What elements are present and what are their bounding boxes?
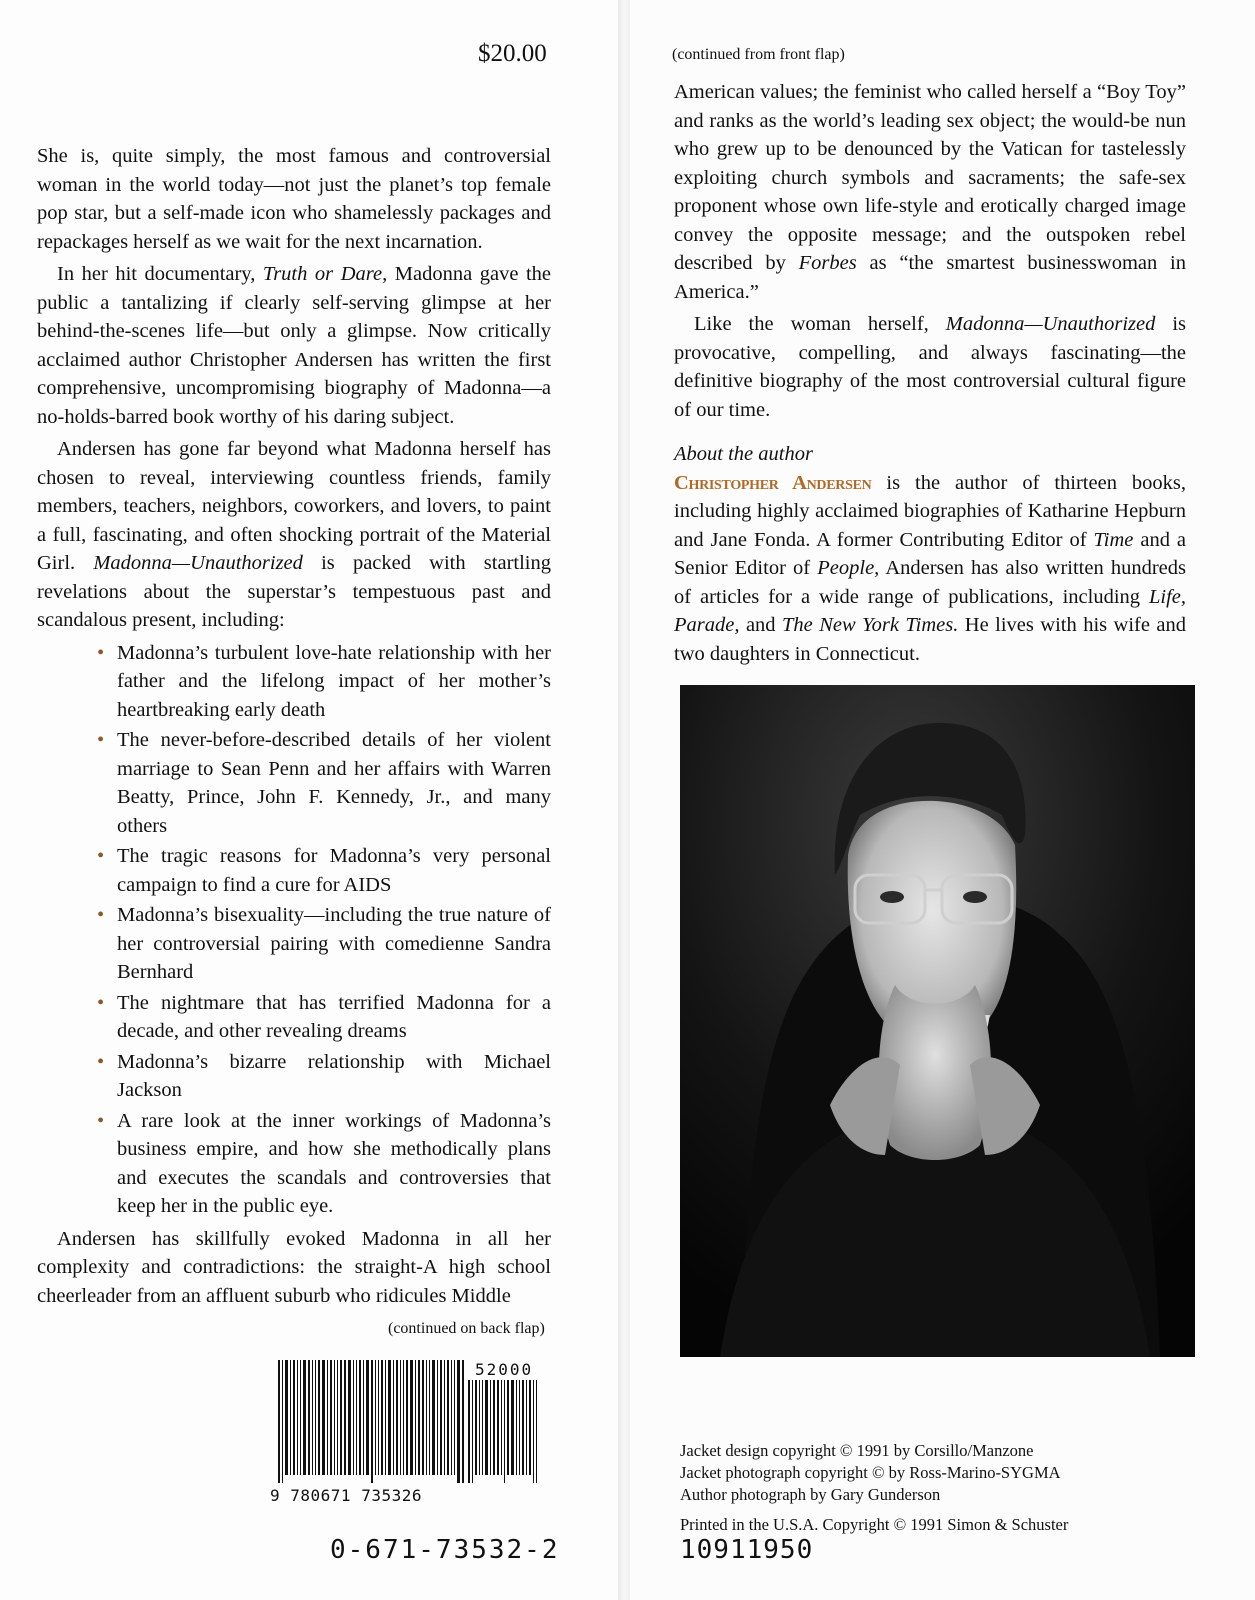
author-bio: Christopher Andersen is the author of thirteen books, including highly acclaimed biographies of Katharine Hepburn and Jane Fonda. A former Contributing Editor of Time and a Senior Editor of People, Andersen has also written hundreds of articles for a wide range of publications, including Life, Parade, and The New York Times. He lives with his wife and two daughters in Connecticut. <box>674 471 1187 665</box>
jacket-credits <box>680 1440 1068 1536</box>
barcode-bar <box>529 1380 531 1475</box>
barcode-bar <box>344 1360 346 1475</box>
barcode-bar <box>482 1380 483 1475</box>
barcode-bar <box>526 1380 527 1475</box>
barcode-bar <box>536 1380 537 1483</box>
barcode-bar <box>315 1360 316 1475</box>
barcode-bar <box>451 1360 452 1475</box>
barcode-bar <box>472 1380 473 1483</box>
film-title: Truth or Dare, <box>262 263 388 285</box>
barcode-bar <box>366 1360 369 1475</box>
barcode-bar <box>415 1360 416 1475</box>
barcode-bar <box>493 1380 495 1475</box>
documentary-paragraph: In her hit documentary, Truth or Dare, Madonna gave the public a tantalizing if clearly self-serving glimpse at her behind-the-scenes life—but only a glimpse. Now critically acclaimed author Christopher Andersen has written the first comprehensive, uncompromising biography of Madonna—a no-holds-barred book worthy of his daring subject. <box>37 263 552 428</box>
barcode-addon-number: 52000 <box>475 1360 534 1379</box>
barcode-bar <box>282 1360 283 1483</box>
barcode-bar <box>429 1360 430 1475</box>
barcode-bar <box>348 1360 351 1475</box>
barcode-bar <box>511 1380 514 1475</box>
barcode-bar <box>400 1360 401 1475</box>
front-flap <box>0 0 620 1600</box>
barcode-bar <box>381 1360 383 1475</box>
list-item: • The never-before-described details of her violent marriage to Sean Penn and her affairs with Warren Beatty, Prince, John F. Kennedy, Jr., and many others <box>97 726 551 840</box>
barcode-bar <box>440 1360 442 1475</box>
barcode-bar <box>359 1360 361 1475</box>
barcode-bar <box>340 1360 342 1475</box>
summary-paragraph: Like the woman herself, Madonna—Unauthorized is provocative, compelling, and always fascinating—the definitive biography of the most controversial cultural figure of our time. <box>674 313 1187 421</box>
barcode-bar <box>426 1360 427 1475</box>
barcode-bar <box>278 1360 280 1483</box>
barcode-bars <box>278 1360 466 1483</box>
author-name: Christopher Andersen <box>674 471 872 494</box>
isbn: 0-671-73532-2 <box>330 1535 560 1565</box>
barcode-bar <box>363 1360 364 1475</box>
barcode-bar <box>522 1380 524 1475</box>
barcode-bar <box>444 1360 445 1475</box>
barcode-bar <box>300 1360 301 1475</box>
author-portrait-image <box>680 685 1195 1357</box>
research-paragraph: Andersen has gone far beyond what Madonna herself has chosen to reveal, interviewing countless friends, family members, teachers, neighbors, coworkers, and lovers, to paint a full, fascinating, and often shocking portrait of the Material Girl. Madonna—Unauthorized is packed with startling revelations about the superstar’s tempestuous past and scandalous present, including: <box>37 438 551 631</box>
credit-line: Jacket design copyright © 1991 by Corsillo/Manzone <box>680 1441 1034 1460</box>
continued-note: (continued from front flap) <box>672 46 845 63</box>
list-item: • The tragic reasons for Madonna’s very personal campaign to find a cure for AIDS <box>97 842 551 899</box>
about-heading: About the author <box>674 443 813 465</box>
barcode-bar <box>385 1360 386 1475</box>
barcode-bar <box>475 1380 477 1475</box>
barcode-bar <box>396 1360 398 1475</box>
barcode-bar <box>330 1360 332 1475</box>
book-title: Madonna—Unauthorized <box>93 552 303 574</box>
barcode-bar <box>468 1380 470 1483</box>
barcode-bar <box>437 1360 438 1475</box>
barcode-bar <box>337 1360 338 1475</box>
barcode-bar <box>312 1360 313 1475</box>
credit-line: Author photograph by Gary Gunderson <box>680 1485 941 1504</box>
credit-line: Jacket photograph copyright © by Ross-Marino-SYGMA <box>680 1463 1061 1482</box>
barcode-bar <box>356 1360 357 1475</box>
barcode-bar <box>410 1360 413 1475</box>
barcode-bar <box>318 1360 320 1475</box>
barcode-bar <box>490 1380 491 1475</box>
barcode-bar <box>516 1380 517 1475</box>
values-paragraph: American values; the feminist who called herself a “Boy Toy” and ranks as the world’s leading sex object; the would-be nun who grew up to be denounced by the Vatican for tastelessly exploiting church symbols and sacraments; the safe-sex proponent whose own life-style and erotically charged image convey the opposite message; and the outspoken rebel described by Forbes as “the smartest businesswoman in America.” <box>674 81 1187 303</box>
barcode <box>270 1360 560 1510</box>
barcode-bar <box>375 1360 376 1475</box>
list-item: • A rare look at the inner workings of Madonna’s business empire, and how she methodically plans and executes the scandals and controversies that keep her in the public eye. <box>97 1107 551 1221</box>
barcode-bar <box>454 1360 455 1475</box>
barcode-bar <box>388 1360 391 1475</box>
barcode-bar <box>285 1360 288 1475</box>
author-photo <box>680 685 1195 1357</box>
list-item: • Madonna’s bisexuality—including the true nature of her controversial pairing with comedienne Sandra Bernhard <box>97 901 551 987</box>
barcode-bar <box>485 1380 488 1475</box>
barcode-bar <box>393 1360 394 1475</box>
front-flap-text <box>37 142 551 1314</box>
barcode-bar <box>327 1360 328 1475</box>
barcode-number: 9 780671 735326 <box>270 1486 422 1505</box>
list-item: • Madonna’s turbulent love-hate relationship with her father and the lifelong impact of her mother’s heartbreaking early death <box>97 639 551 725</box>
book-title: Madonna—Unauthorized <box>945 313 1156 335</box>
list-item: • Madonna’s bizarre relationship with Michael Jackson <box>97 1048 551 1105</box>
barcode-bar <box>303 1360 306 1475</box>
revelations-list <box>97 639 551 1221</box>
barcode-bar <box>519 1380 520 1475</box>
print-code: 10911950 <box>680 1535 814 1565</box>
barcode-bar <box>501 1380 502 1475</box>
back-flap-text <box>674 78 1186 672</box>
barcode-bar <box>507 1380 509 1475</box>
barcode-bar <box>403 1360 404 1475</box>
continued-note: (continued on back flap) <box>388 1320 545 1337</box>
barcode-addon-bars <box>468 1380 539 1483</box>
barcode-bar <box>432 1360 435 1475</box>
barcode-bar <box>378 1360 379 1475</box>
barcode-bar <box>308 1360 310 1475</box>
intro-paragraph: She is, quite simply, the most famous and controversial woman in the world today—not just the planet’s top female pop star, but a self-made icon who shamelessly packages and repackages herself as we wait for the next incarnation. <box>37 145 551 253</box>
barcode-bar <box>447 1360 449 1475</box>
closing-paragraph: Andersen has skillfully evoked Madonna in all her complexity and contradictions: the straight-A high school cheerleader from an affluent suburb who ridicules Middle <box>37 1227 551 1307</box>
barcode-bar <box>504 1380 505 1483</box>
barcode-bar <box>418 1360 420 1475</box>
barcode-bar <box>334 1360 335 1475</box>
barcode-bar <box>290 1360 291 1475</box>
barcode-bar <box>406 1360 408 1475</box>
barcode-bar <box>297 1360 298 1475</box>
back-flap <box>630 0 1255 1600</box>
barcode-bar <box>322 1360 325 1475</box>
barcode-bar <box>497 1380 499 1475</box>
barcode-bar <box>353 1360 354 1475</box>
barcode-bar <box>462 1360 464 1483</box>
barcode-bar <box>457 1360 460 1483</box>
barcode-bar <box>371 1360 373 1483</box>
barcode-bar <box>422 1360 424 1475</box>
barcode-bar <box>533 1380 534 1483</box>
barcode-bar <box>479 1380 480 1475</box>
magazine-title: Forbes <box>798 252 857 274</box>
barcode-bar <box>293 1360 295 1475</box>
printed-line: Printed in the U.S.A. Copyright © 1991 Simon & Schuster <box>680 1515 1069 1534</box>
list-item: • The nightmare that has terrified Madonna for a decade, and other revealing dreams <box>97 989 551 1046</box>
price: $20.00 <box>478 40 547 67</box>
